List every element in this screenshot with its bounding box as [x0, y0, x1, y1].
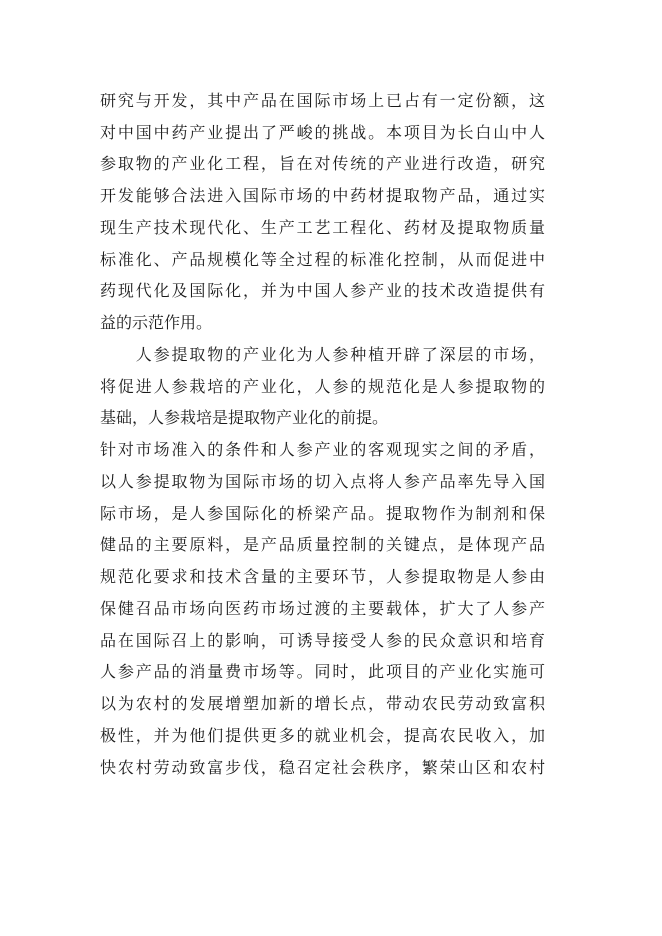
text-line-17: 保健召品市场向医药市场过渡的主要载体，扩大了人参产 [100, 599, 545, 618]
text-line-16: 规范化要求和技术含量的主要环节，人参提取物是人参由 [100, 567, 545, 586]
text-line-9: 人参提取物的产业化为人参种植开辟了深层的市场， [100, 345, 545, 364]
text-line-21: 极性，并为他们提供更多的就业机会，提高农民收入，加 [100, 726, 545, 745]
text-line-11: 基础，人参栽培是提取物产业化的前提。 [100, 408, 389, 427]
text-line-12: 针对市场准入的条件和人参产业的客观现实之间的矛盾， [100, 440, 545, 459]
text-line-22: 快农村劳动致富步伐，稳召定社会秩序，繁荣山区和农村 [100, 758, 545, 777]
text-line-2: 对中国中药产业提出了严峻的挑战。本项目为长白山中人 [100, 123, 545, 142]
text-line-10: 将促进人参栽培的产业化，人参的规范化是人参提取物的 [100, 377, 545, 396]
text-line-7: 药现代化及国际化，并为中国人参产业的技术改造提供有 [100, 281, 545, 300]
text-line-4: 开发能够合法进入国际市场的中药材提取物产品，通过实 [100, 186, 545, 205]
text-line-8: 益的示范作用。 [100, 313, 213, 332]
text-line-18: 品在国际召上的影响，可诱导接受人参的民众意识和培育 [100, 631, 545, 650]
text-line-1: 研究与开发，其中产品在国际市场上已占有一定份额，这 [100, 91, 545, 110]
text-line-15: 健品的主要原料，是产品质量控制的关键点，是体现产品 [100, 535, 545, 554]
text-line-3: 参取物的产业化工程，旨在对传统的产业进行改造，研究 [100, 154, 545, 173]
text-line-20: 以为农村的发展增塑加新的增长点，带动农民劳动致富积 [100, 694, 545, 713]
text-line-5: 现生产技术现代化、生产工艺工程化、药材及提取物质量 [100, 218, 545, 237]
text-line-13: 以人参提取物为国际市场的切入点将人参产品率先导入国 [100, 472, 545, 491]
text-line-6: 标准化、产品规模化等全过程的标准化控制，从而促进中 [100, 250, 545, 269]
text-line-19: 人参产品的消量费市场等。同时，此项目的产业化实施可 [100, 662, 545, 681]
text-line-14: 际市场，是人参国际化的桥梁产品。提取物作为制剂和保 [100, 504, 545, 523]
